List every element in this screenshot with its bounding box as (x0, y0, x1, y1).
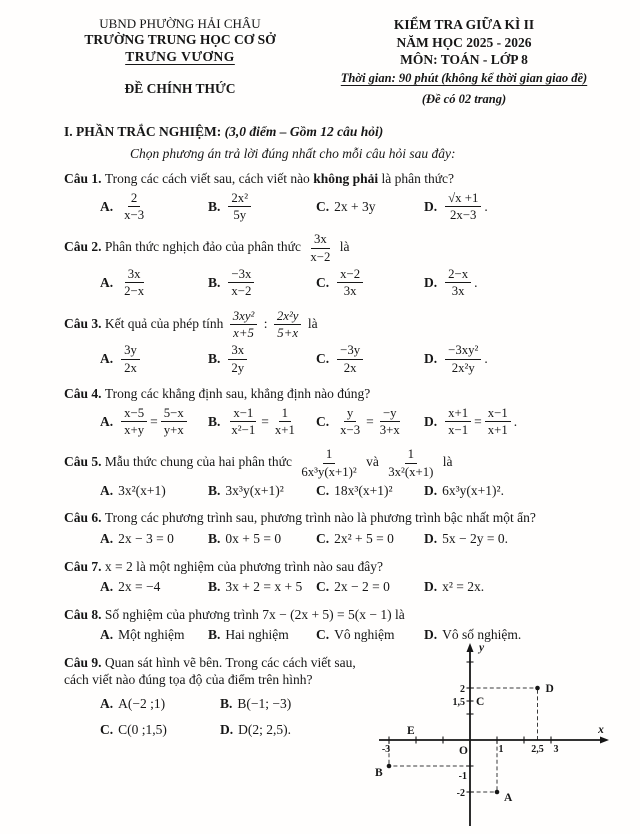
section-title: I. PHẦN TRẮC NGHIỆM: (64, 124, 222, 140)
question-number: Câu 4. (64, 386, 105, 402)
option-letter: B. (208, 531, 221, 547)
option-content (442, 530, 508, 548)
text-run: = (150, 413, 158, 429)
fraction-denominator: x−1 (448, 422, 469, 437)
fraction-denominator: x+5 (233, 326, 254, 341)
option-letter: C. (100, 722, 114, 738)
question-text (64, 309, 610, 341)
fraction-denominator: 2−x (124, 284, 145, 299)
option-content (118, 406, 190, 438)
option-letter: D. (424, 413, 438, 429)
fraction-numerator: −3xy² (445, 343, 481, 359)
question-number: Câu 8. (64, 606, 105, 622)
school-name-line1: TRƯỜNG TRUNG HỌC CƠ SỞ (84, 32, 276, 48)
question-text (64, 558, 610, 576)
text-run: = (474, 413, 482, 429)
answer-option (316, 578, 424, 596)
fraction-denominator: x+1 (487, 422, 508, 437)
question-number: Câu 7. (64, 558, 105, 574)
text-run: 2x − 3 = 0 (118, 531, 174, 547)
text-run: và (362, 454, 383, 470)
fraction (337, 267, 363, 299)
option-letter: C. (316, 482, 330, 498)
fraction-denominator: 5y (233, 208, 247, 223)
option-letter: C. (316, 198, 330, 214)
fraction (445, 191, 481, 223)
coordinate-figure (375, 640, 610, 832)
fraction (228, 406, 258, 438)
answer-option (316, 530, 424, 548)
fraction (298, 447, 359, 479)
fraction (228, 343, 247, 375)
answer-option (220, 721, 361, 739)
question-9-row (64, 641, 610, 834)
fraction (485, 406, 511, 438)
answer-option (316, 343, 424, 375)
fraction (307, 232, 333, 264)
option-letter: A. (100, 579, 114, 595)
school-year: NĂM HỌC 2025 - 2026 (396, 34, 532, 50)
options-row (100, 695, 361, 739)
option-letter: B. (208, 627, 221, 643)
point-A (495, 789, 500, 794)
answer-option (316, 198, 424, 216)
question-block (64, 170, 610, 222)
questions-list (64, 170, 610, 644)
fraction (445, 343, 481, 375)
fraction-numerator: x−2 (337, 267, 363, 283)
fraction (445, 267, 471, 299)
option-content (118, 191, 150, 223)
fraction (121, 406, 147, 438)
question-block (64, 385, 610, 437)
answer-option (100, 406, 208, 438)
question-number: Câu 3. (64, 315, 105, 331)
fraction-numerator: √x +1 (445, 191, 481, 207)
answer-option (424, 530, 532, 548)
option-content (225, 530, 281, 548)
svg-text:C: C (476, 695, 485, 708)
answer-option (208, 343, 316, 375)
fraction-denominator: y+x (163, 422, 184, 437)
fraction-denominator: 3x (451, 284, 465, 299)
option-letter: B. (208, 351, 221, 367)
answer-option (220, 695, 361, 713)
text-run: Trong các khẳng định sau, khẳng định nào đúng? (104, 386, 371, 402)
svg-text:y: y (479, 641, 485, 654)
option-letter: C. (316, 351, 330, 367)
answer-option (100, 530, 208, 548)
fraction-numerator: 1 (405, 447, 417, 463)
option-letter: D. (424, 627, 438, 643)
option-letter: A. (100, 413, 114, 429)
text-run: x² = 2x. (442, 579, 485, 595)
question-text (64, 170, 610, 188)
answer-option (100, 626, 208, 644)
instruction-line: Chọn phương án trả lời đúng nhất cho mỗi câu hỏi sau đây: (130, 145, 456, 161)
text-run: là (439, 454, 453, 470)
fraction (121, 267, 147, 299)
answer-option (208, 267, 316, 299)
option-content (442, 578, 484, 596)
option-letter: C. (316, 531, 330, 547)
text-run: 2x − 2 = 0 (334, 579, 390, 595)
option-letter: B. (220, 695, 233, 711)
text-run: C(0 ;1,5) (118, 722, 167, 738)
option-content (334, 198, 375, 216)
fraction (274, 309, 302, 341)
answer-option (424, 482, 532, 500)
fraction (337, 406, 363, 438)
text-run: = (366, 413, 374, 429)
option-content (118, 343, 143, 375)
fraction-denominator: x−2 (310, 249, 331, 264)
svg-text:E: E (407, 724, 415, 737)
answer-option (208, 578, 316, 596)
section-subtitle: (3,0 điểm – Gồm 12 câu hỏi) (224, 124, 384, 140)
fraction-numerator: 2x²y (274, 309, 302, 325)
svg-text:-1: -1 (458, 770, 467, 782)
fraction-denominator: 3x²(x+1) (388, 464, 434, 479)
question-block (64, 558, 610, 596)
svg-text:D: D (545, 682, 554, 695)
fraction (230, 309, 258, 341)
options-row (100, 482, 610, 500)
answer-option (100, 721, 220, 739)
option-letter: C. (316, 627, 330, 643)
answer-option (100, 482, 208, 500)
exam-body (64, 123, 610, 834)
text-run: 5x − 2y = 0. (442, 531, 508, 547)
fraction-denominator: 2x (124, 360, 137, 375)
options-row (100, 530, 610, 548)
question-number: Câu 1. (64, 171, 105, 187)
fraction-denominator: 6x³y(x+1)² (301, 464, 357, 479)
point-D (535, 685, 540, 690)
question-text (64, 606, 610, 624)
text-run: . (474, 275, 478, 291)
fraction-numerator: 5−x (161, 406, 187, 422)
option-letter: B. (208, 275, 221, 291)
option-content (237, 695, 291, 713)
text-run: . (513, 413, 518, 429)
fraction (228, 267, 254, 299)
options-row (100, 343, 610, 375)
fraction-numerator: 1 (323, 447, 335, 463)
answer-option (316, 482, 424, 500)
answer-option (208, 191, 316, 223)
fraction (121, 343, 140, 375)
svg-text:2: 2 (460, 683, 465, 695)
text-run: x = 2 là một nghiệm của phương trình nào sau đây? (104, 558, 384, 574)
question-9-content (64, 654, 361, 749)
svg-text:1: 1 (498, 743, 504, 755)
text-run: 3x²(x+1) (118, 482, 166, 498)
svg-text:A: A (504, 791, 513, 804)
fraction-denominator: 3+x (379, 422, 400, 437)
option-content (225, 482, 283, 500)
svg-text:3: 3 (553, 743, 559, 755)
option-content (118, 482, 166, 500)
answer-option (100, 191, 208, 223)
answer-option (208, 626, 316, 644)
option-letter: D. (424, 531, 438, 547)
question-text (64, 232, 610, 264)
svg-text:1,5: 1,5 (452, 696, 465, 708)
fraction-denominator: 2x (343, 360, 357, 375)
fraction-denominator: 5+x (277, 326, 299, 341)
option-letter: A. (100, 627, 114, 643)
fraction-denominator: 2x−3 (450, 208, 477, 223)
option-content (334, 578, 390, 596)
fraction-denominator: x+y (124, 422, 145, 437)
option-content (118, 530, 174, 548)
fraction-numerator: 1 (279, 406, 291, 422)
option-content (334, 482, 392, 500)
option-content (225, 578, 302, 596)
option-content (118, 267, 150, 299)
text-run: 2x² + 5 = 0 (334, 531, 394, 547)
question-number: Câu 9. (64, 654, 105, 670)
fraction-numerator: 2 (128, 191, 140, 207)
options-row (100, 267, 610, 299)
fraction-numerator: x−1 (230, 406, 256, 422)
fraction-numerator: 2−x (445, 267, 471, 283)
question-text (64, 385, 610, 403)
question-block (64, 447, 610, 499)
text-run: 3x³y(x+1)² (225, 482, 284, 498)
option-letter: B. (208, 198, 221, 214)
text-run: Vô số nghiệm. (442, 627, 522, 643)
option-letter: C. (316, 579, 330, 595)
answer-option (208, 482, 316, 500)
text-run: Quan sát hình vẽ bên. Trong các cách viết sau, cách viết nào đúng tọa độ của điểm trên hình? (64, 654, 356, 688)
option-letter: A. (100, 275, 114, 291)
fraction (377, 406, 403, 438)
svg-text:x: x (598, 723, 604, 736)
text-run: là phân thức? (378, 171, 455, 187)
text-run: 2x = −4 (118, 579, 161, 595)
option-content (442, 406, 517, 438)
svg-text:2,5: 2,5 (531, 743, 544, 755)
option-letter: B. (208, 482, 221, 498)
question-number: Câu 5. (64, 454, 105, 470)
options-row (100, 191, 610, 223)
fraction (272, 406, 298, 438)
option-letter: C. (316, 275, 330, 291)
fraction-numerator: 3x (311, 232, 330, 248)
option-content (334, 406, 406, 438)
text-run: Phân thức nghịch đảo của phân thức (104, 239, 305, 255)
fraction-numerator: −y (380, 406, 400, 422)
answer-option (208, 406, 316, 438)
fraction (445, 406, 471, 438)
fraction-denominator: x−3 (124, 208, 145, 223)
option-content (225, 626, 288, 644)
text-run: B(−1; −3) (237, 695, 292, 711)
svg-text:O: O (459, 744, 468, 757)
fraction (337, 343, 363, 375)
svg-text:-2: -2 (456, 787, 465, 799)
option-content (225, 267, 257, 299)
option-letter: D. (424, 579, 438, 595)
question-text (64, 509, 610, 527)
text-run: Hai nghiệm (225, 627, 289, 643)
text-run: D(2; 2,5). (238, 722, 291, 738)
question-block (64, 309, 610, 375)
option-letter: D. (424, 351, 438, 367)
question-number: Câu 6. (64, 510, 105, 526)
option-letter: A. (100, 695, 114, 711)
fraction-numerator: 2x² (228, 191, 251, 207)
text-run: A(−2 ;1) (118, 695, 166, 711)
fraction-numerator: x−1 (485, 406, 511, 422)
option-letter: D. (424, 198, 438, 214)
option-content (118, 578, 160, 596)
text-run: Trong các cách viết sau, cách viết nào (104, 171, 314, 187)
text-run: là (336, 239, 350, 255)
question-block (64, 654, 361, 739)
option-content (118, 721, 167, 739)
text-run: 18x³(x+1)² (334, 482, 393, 498)
option-content (225, 191, 254, 223)
fraction-numerator: 3x (125, 267, 144, 283)
answer-option (100, 578, 208, 596)
option-letter: A. (100, 198, 114, 214)
option-content (225, 406, 301, 438)
text-run: . (484, 198, 488, 214)
answer-option (100, 267, 208, 299)
text-run: 3x + 2 = x + 5 (225, 579, 303, 595)
exam-duration: Thời gian: 90 phút (không kể thời gian giao đề) (340, 70, 588, 85)
option-letter: D. (424, 275, 438, 291)
text-run: . (484, 351, 488, 367)
fraction-numerator: 3y (121, 343, 140, 359)
text-run: 6x³y(x+1)². (442, 482, 504, 498)
text-run: Vô nghiệm (334, 627, 395, 643)
option-content (442, 482, 504, 500)
fraction-numerator: 3xy² (230, 309, 258, 325)
fraction (161, 406, 187, 438)
fraction-denominator: x²−1 (231, 422, 256, 437)
section-heading (64, 123, 610, 141)
options-row (100, 578, 610, 596)
fraction-numerator: x+1 (445, 406, 471, 422)
option-letter: C. (316, 413, 330, 429)
exam-title-block (318, 16, 610, 107)
text-run: Một nghiệm (118, 627, 185, 643)
question-text (64, 447, 610, 479)
answer-option (424, 191, 532, 223)
options-row (100, 406, 610, 438)
answer-option (208, 530, 316, 548)
school-block (64, 16, 296, 107)
text-run: 0x + 5 = 0 (225, 531, 282, 547)
fraction-denominator: x−3 (340, 422, 361, 437)
text-run: Số nghiệm của phương trình 7x − (2x + 5) = 5(x − 1) là (104, 606, 405, 622)
fraction-numerator: y (344, 406, 356, 422)
exam-title: KIỂM TRA GIỮA KÌ II (393, 17, 535, 32)
answer-option (316, 406, 424, 438)
option-content (225, 343, 250, 375)
page-count-note: (Đề có 02 trang) (421, 91, 507, 106)
option-letter: B. (208, 579, 221, 595)
fraction-denominator: x+1 (274, 422, 295, 437)
emphasis-text: không phải (313, 171, 379, 187)
subject-grade: MÔN: TOÁN - LỚP 8 (400, 52, 528, 68)
option-letter: A. (100, 351, 114, 367)
text-run: : (260, 315, 271, 331)
school-name-line2: TRƯNG VƯƠNG (125, 49, 235, 65)
official-exam-stamp: ĐỀ CHÍNH THỨC (124, 81, 236, 96)
option-content (442, 191, 488, 223)
option-content (334, 343, 366, 375)
question-text (64, 654, 361, 689)
fraction-numerator: x−5 (121, 406, 147, 422)
answer-option (316, 267, 424, 299)
option-content (334, 530, 394, 548)
fraction-denominator: x−2 (231, 284, 252, 299)
text-run: 2x + 3y (334, 198, 376, 214)
option-letter: A. (100, 482, 114, 498)
option-content (118, 695, 165, 713)
question-block (64, 606, 610, 644)
question-block (64, 509, 610, 547)
option-letter: D. (220, 722, 234, 738)
answer-option (424, 406, 532, 438)
fraction (385, 447, 436, 479)
fraction-numerator: −3y (337, 343, 363, 359)
fraction-denominator: 2x²y (451, 360, 475, 375)
question-block (64, 232, 610, 298)
option-letter: A. (100, 531, 114, 547)
authority-name: UBND PHƯỜNG HẢI CHÂU (99, 16, 261, 31)
text-run: Kết quả của phép tính (104, 315, 227, 331)
text-run: là (304, 315, 318, 331)
option-letter: D. (424, 482, 438, 498)
document-header (64, 16, 610, 107)
fraction-numerator: −3x (228, 267, 254, 283)
answer-option (424, 578, 532, 596)
figure-container (375, 640, 610, 834)
answer-option (424, 267, 532, 299)
answer-option (100, 343, 208, 375)
fraction-denominator: 2y (231, 360, 245, 375)
text-run: Trong các phương trình sau, phương trình nào là phương trình bậc nhất một ẩn? (104, 510, 536, 526)
fraction-numerator: 3x (228, 343, 247, 359)
svg-text:B: B (375, 766, 383, 779)
option-content (118, 626, 184, 644)
fraction-denominator: 3x (343, 284, 357, 299)
text-run: = (261, 413, 269, 429)
answer-option (100, 695, 220, 713)
answer-option (424, 343, 532, 375)
fraction (228, 191, 251, 223)
svg-text:-3: -3 (381, 743, 391, 755)
option-content (238, 721, 291, 739)
option-content (334, 267, 366, 299)
fraction (121, 191, 147, 223)
point-B (387, 763, 392, 768)
option-letter: B. (208, 413, 221, 429)
text-run: Mẫu thức chung của hai phân thức (104, 454, 296, 470)
option-content (442, 267, 477, 299)
question-number: Câu 2. (64, 239, 105, 255)
option-content (442, 343, 488, 375)
